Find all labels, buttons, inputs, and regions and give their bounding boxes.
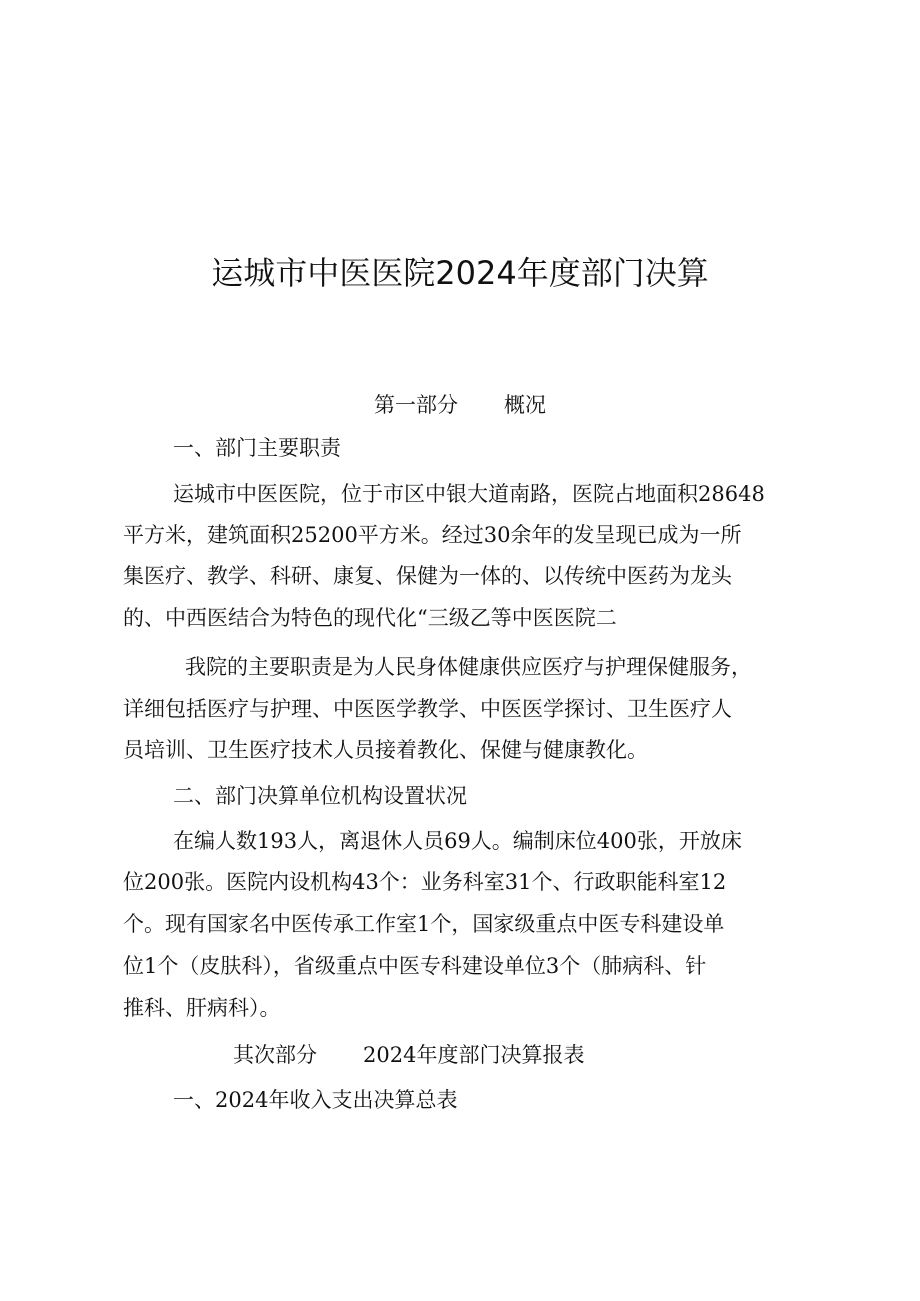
para2-line2: 详细包括医疗与护理、中医医学教学、中医医学探讨、卫生医疗人 <box>123 697 732 721</box>
para3-line3: 个。现有国家名中医传承工作室1个，国家级重点中医专科建设单 <box>123 912 725 936</box>
para3-line1: 在编人数193人，离退休人员69人。编制床位400张，开放床 <box>173 829 742 853</box>
part1-heading <box>0 390 920 420</box>
part2-name: 2024年度部门决算报表 <box>363 1043 585 1067</box>
page-title: 运城市中医医院2024年度部门决算 <box>211 254 709 292</box>
para3-line4: 位1个（皮肤科），省级重点中医专科建设单位3个（肺病科、针 <box>123 954 707 978</box>
part2-label: 其次部分 <box>233 1043 317 1067</box>
para1-line4: 的、中西医结合为特色的现代化“三级乙等中医医院二 <box>123 606 617 630</box>
para1-line2: 平方米，建筑面积25200平方米。经过30余年的发呈现已成为一所 <box>123 523 742 547</box>
part1-label: 第一部分 <box>374 393 458 417</box>
section2-heading: 二、部门决算单位机构设置状况 <box>173 784 467 808</box>
part2-heading <box>233 1040 584 1070</box>
part1-name: 概况 <box>504 393 546 417</box>
para1-line3: 集医疗、教学、科研、康复、保健为一体的、以传统中医药为龙头 <box>123 564 732 588</box>
para2-line1: 我院的主要职责是为人民身体健康供应医疗与护理保健服务， <box>185 655 752 679</box>
part2-section1-heading: 一、2024年收入支出决算总表 <box>173 1088 458 1112</box>
para1-line1: 运城市中医医院，位于市区中银大道南路，医院占地面积28648 <box>173 482 765 506</box>
para3-line5: 推科、肝病科）。 <box>123 996 281 1020</box>
para2-line3: 员培训、卫生医疗技术人员接着教化、保健与健康教化。 <box>123 738 648 762</box>
section1-heading: 一、部门主要职责 <box>173 436 341 460</box>
para3-line2: 位200张。医院内设机构43个：业务科室31个、行政职能科室12 <box>123 870 727 894</box>
